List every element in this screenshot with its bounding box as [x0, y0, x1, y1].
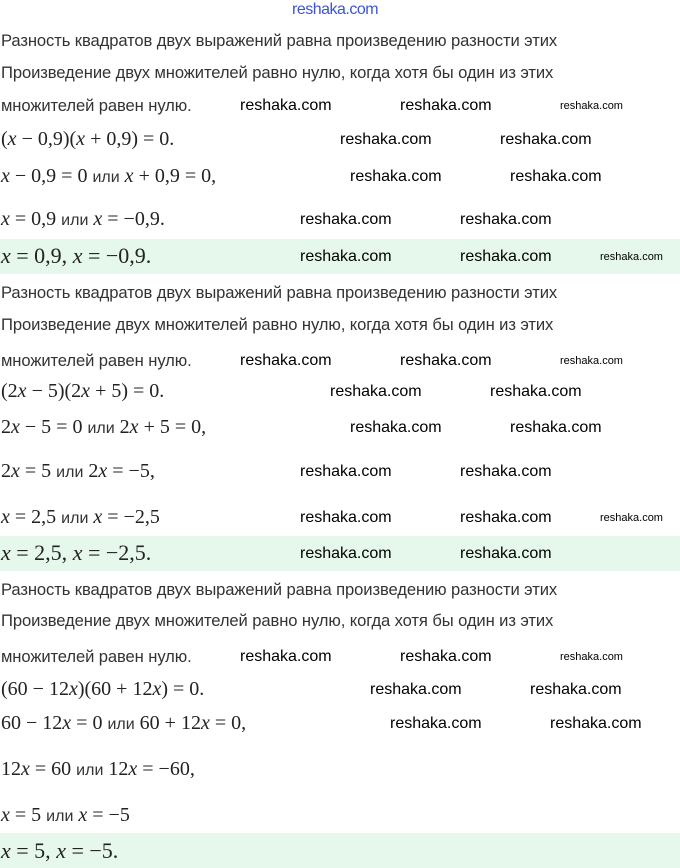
math-part: x = −0,9.	[93, 208, 165, 230]
watermark: reshaka.com	[350, 168, 442, 185]
factored-equation: (x − 0,9)(x + 0,9) = 0.	[1, 128, 175, 150]
factored-equation: (2x − 5)(2x + 5) = 0.	[1, 380, 165, 402]
math-part: x + 0,9 = 0,	[124, 165, 217, 187]
watermark: reshaka.com	[560, 651, 623, 663]
watermark: reshaka.com	[500, 131, 592, 148]
watermark: reshaka.com	[370, 681, 462, 698]
watermark: reshaka.com	[550, 715, 642, 732]
split-equation	[1, 416, 206, 439]
watermark: reshaka.com	[460, 463, 552, 480]
watermark: reshaka.com	[530, 681, 622, 698]
watermark: reshaka.com	[490, 383, 582, 400]
watermark: reshaka.com	[460, 211, 552, 228]
solve-equation	[1, 506, 160, 529]
watermark: reshaka.com	[340, 131, 432, 148]
math-part: 2x = 5	[1, 460, 52, 482]
watermark: reshaka.com	[510, 168, 602, 185]
or-word: или	[46, 808, 74, 825]
watermark: reshaka.com	[560, 100, 623, 112]
step-equation	[1, 758, 195, 781]
or-word: или	[92, 169, 120, 186]
math-part: 2x + 5 = 0,	[119, 416, 207, 438]
watermark: reshaka.com	[560, 355, 623, 367]
math-part: x = 2,5	[1, 506, 57, 528]
or-word: или	[76, 762, 104, 779]
watermark: reshaka.com	[400, 648, 492, 665]
or-word: или	[87, 420, 115, 437]
or-word: или	[61, 510, 89, 527]
intro-line: Произведение двух множителей равно нулю, когда хотя бы один из этих	[1, 315, 554, 334]
watermark: reshaka.com	[510, 419, 602, 436]
or-word: или	[56, 464, 84, 481]
answer: x = 0,9, x = −0,9.	[1, 243, 152, 268]
step-equation	[1, 460, 155, 483]
watermark: reshaka.com	[600, 251, 663, 263]
or-word: или	[107, 716, 135, 733]
solve-equation	[1, 208, 165, 231]
watermark: reshaka.com	[300, 509, 392, 526]
watermark: reshaka.com	[400, 97, 492, 114]
math-part: 2x − 5 = 0	[1, 416, 83, 438]
intro-line: множителей равен нулю.	[1, 351, 192, 370]
watermark: reshaka.com	[300, 545, 392, 562]
intro-line: множителей равен нулю.	[1, 647, 192, 666]
intro-line: Произведение двух множителей равно нулю, когда хотя бы один из этих	[1, 611, 554, 630]
watermark: reshaka.com	[300, 463, 392, 480]
intro-line: множителей равен нулю.	[1, 96, 192, 115]
math-part: x = 5	[1, 804, 42, 826]
watermark: reshaka.com	[600, 512, 663, 524]
watermark: reshaka.com	[240, 352, 332, 369]
intro-line: Произведение двух множителей равно нулю, когда хотя бы один из этих	[1, 63, 554, 82]
watermark: reshaka.com	[460, 509, 552, 526]
math-part: 12x = −60,	[108, 758, 195, 780]
watermark: reshaka.com	[330, 383, 422, 400]
split-equation	[1, 165, 216, 188]
header-watermark: reshaka.com	[292, 1, 379, 18]
math-part: x − 0,9 = 0	[1, 165, 88, 187]
math-part: 12x = 60	[1, 758, 72, 780]
math-part: x = −2,5	[93, 506, 160, 528]
intro-line: Разность квадратов двух выражений равна произведению разности этих	[1, 283, 558, 302]
intro-line: Разность квадратов двух выражений равна произведению разности этих	[1, 580, 558, 599]
math-part: 60 − 12x = 0	[1, 712, 103, 734]
watermark: reshaka.com	[460, 545, 552, 562]
watermark: reshaka.com	[390, 715, 482, 732]
math-part: x = 0,9	[1, 208, 57, 230]
split-equation	[1, 712, 246, 735]
watermark: reshaka.com	[240, 97, 332, 114]
answer: x = 5, x = −5.	[1, 838, 119, 863]
math-part: 2x = −5,	[88, 460, 155, 482]
watermark: reshaka.com	[300, 211, 392, 228]
or-word: или	[61, 212, 89, 229]
factored-equation: (60 − 12x)(60 + 12x) = 0.	[1, 678, 205, 700]
watermark: reshaka.com	[460, 248, 552, 265]
math-part: 60 + 12x = 0,	[139, 712, 247, 734]
intro-line: Разность квадратов двух выражений равна произведению разности этих	[1, 31, 558, 50]
answer: x = 2,5, x = −2,5.	[1, 540, 152, 565]
watermark: reshaka.com	[400, 352, 492, 369]
math-part: x = −5	[78, 804, 130, 826]
solve-equation	[1, 804, 130, 827]
watermark: reshaka.com	[300, 248, 392, 265]
watermark: reshaka.com	[240, 648, 332, 665]
watermark: reshaka.com	[350, 419, 442, 436]
